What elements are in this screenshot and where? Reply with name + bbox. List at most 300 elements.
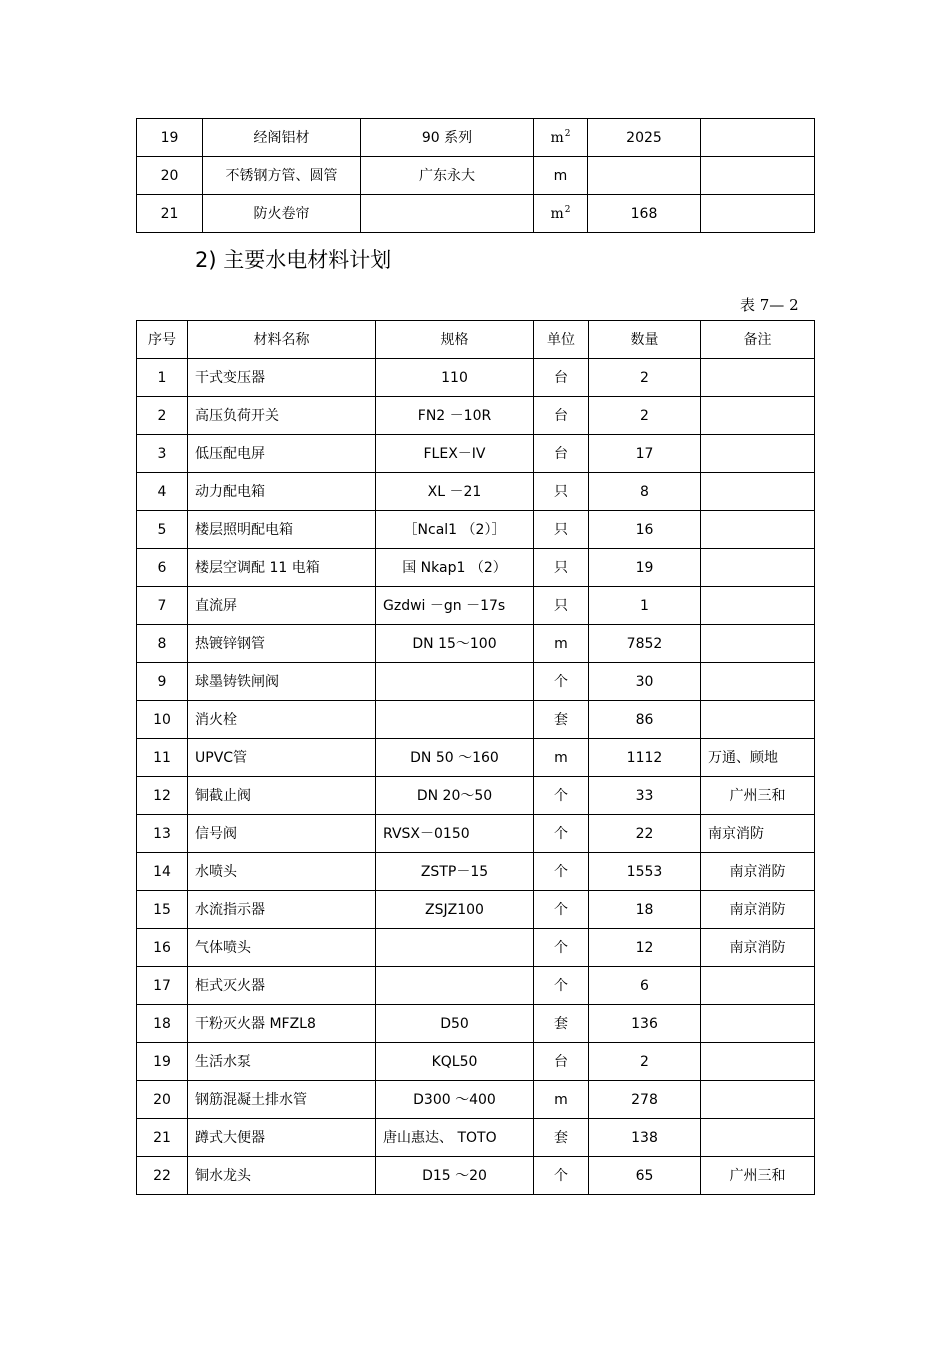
cell-name bbox=[188, 1043, 376, 1081]
table-row bbox=[137, 359, 815, 397]
cell-spec bbox=[376, 1005, 534, 1043]
cell-no-text: 1 bbox=[157, 369, 167, 386]
cell-no bbox=[137, 891, 188, 929]
cell-no bbox=[137, 1005, 188, 1043]
cell-unit bbox=[534, 1043, 589, 1081]
cell-no bbox=[137, 359, 188, 397]
cell-no-text: 15 bbox=[153, 901, 171, 918]
table-row bbox=[137, 1119, 815, 1157]
cell-note bbox=[701, 549, 815, 587]
cell-qty-text: 30 bbox=[635, 673, 654, 690]
cell-spec-text: FN2 －10R bbox=[417, 407, 492, 424]
cell-no bbox=[137, 473, 188, 511]
cell-note-text: 南京消防 bbox=[729, 863, 786, 880]
cell-no bbox=[137, 815, 188, 853]
cell-unit bbox=[534, 473, 589, 511]
cell-unit-text: m bbox=[550, 206, 564, 222]
cell-unit-text: m bbox=[554, 1091, 568, 1108]
cell-note bbox=[701, 473, 815, 511]
cell-name bbox=[188, 777, 376, 815]
table1-body bbox=[137, 119, 815, 233]
cell-name bbox=[188, 663, 376, 701]
cell-no-text: 10 bbox=[153, 711, 171, 728]
cell-unit bbox=[534, 891, 589, 929]
cell-unit bbox=[534, 195, 588, 233]
cell-qty-text: 168 bbox=[630, 205, 658, 222]
cell-name bbox=[203, 119, 361, 157]
cell-note bbox=[701, 195, 815, 233]
cell-no-text: 22 bbox=[153, 1167, 171, 1184]
cell-no-text: 7 bbox=[157, 597, 167, 614]
cell-unit-text: 个 bbox=[554, 977, 568, 994]
cell-name bbox=[188, 891, 376, 929]
cell-spec-text: 唐山惠达、 TOTO bbox=[383, 1129, 497, 1146]
cell-spec-text: RVSX－0150 bbox=[383, 825, 470, 842]
cell-spec bbox=[376, 587, 534, 625]
cell-no-text: 6 bbox=[157, 559, 167, 576]
cell-name bbox=[188, 1081, 376, 1119]
cell-qty bbox=[589, 967, 701, 1005]
cell-spec bbox=[376, 891, 534, 929]
cell-no-text: 21 bbox=[160, 205, 179, 222]
cell-unit-text: m bbox=[553, 167, 568, 184]
cell-name bbox=[188, 625, 376, 663]
cell-spec bbox=[376, 435, 534, 473]
cell-qty-text: 136 bbox=[631, 1015, 658, 1032]
cell-spec bbox=[376, 701, 534, 739]
cell-unit-text: m bbox=[554, 749, 568, 766]
cell-name-text: 钢筋混凝土排水管 bbox=[195, 1091, 307, 1108]
cell-spec bbox=[376, 397, 534, 435]
header-spec: 规格 bbox=[376, 321, 534, 359]
cell-name bbox=[203, 157, 361, 195]
table-row bbox=[137, 511, 815, 549]
cell-unit bbox=[534, 663, 589, 701]
cell-unit-text: 台 bbox=[554, 445, 568, 462]
cell-unit-text: 个 bbox=[554, 901, 568, 918]
cell-qty bbox=[589, 891, 701, 929]
cell-unit-text: 只 bbox=[554, 483, 568, 500]
table-header-row bbox=[137, 321, 815, 359]
cell-spec bbox=[376, 625, 534, 663]
section-heading: 2) 主要水电材料计划 bbox=[195, 248, 392, 272]
cell-no bbox=[137, 1119, 188, 1157]
cell-note bbox=[701, 435, 815, 473]
table-caption: 表 7— 2 bbox=[740, 296, 799, 314]
cell-no bbox=[137, 663, 188, 701]
cell-note-text: 南京消防 bbox=[729, 939, 786, 956]
cell-name-text: 高压负荷开关 bbox=[195, 407, 279, 424]
cell-name-text: 蹲式大便器 bbox=[195, 1129, 265, 1146]
cell-no bbox=[137, 1157, 188, 1195]
cell-qty bbox=[589, 587, 701, 625]
cell-qty-text: 17 bbox=[635, 445, 654, 462]
cell-note-text: 南京消防 bbox=[708, 825, 764, 842]
cell-spec bbox=[376, 1157, 534, 1195]
cell-qty-text: 86 bbox=[635, 711, 654, 728]
cell-unit bbox=[534, 815, 589, 853]
cell-unit-text: 个 bbox=[554, 825, 568, 842]
cell-name-text: 楼层空调配 11 电箱 bbox=[195, 559, 320, 576]
cell-name-text: 直流屏 bbox=[195, 597, 237, 614]
cell-note bbox=[701, 625, 815, 663]
cell-name-text: 干式变压器 bbox=[195, 369, 265, 386]
cell-spec bbox=[376, 511, 534, 549]
cell-no-text: 3 bbox=[157, 445, 167, 462]
cell-qty bbox=[589, 701, 701, 739]
unit-superscript: 2 bbox=[564, 205, 571, 215]
cell-unit-text: 个 bbox=[554, 673, 568, 690]
cell-spec-text: D300 ～400 bbox=[413, 1091, 496, 1108]
cell-no-text: 16 bbox=[153, 939, 171, 956]
cell-unit-text: 台 bbox=[554, 369, 568, 386]
cell-note bbox=[701, 1005, 815, 1043]
cell-name bbox=[188, 815, 376, 853]
cell-spec bbox=[376, 815, 534, 853]
cell-spec-text: D15 ～20 bbox=[422, 1167, 487, 1184]
cell-unit-text: 只 bbox=[554, 521, 568, 538]
cell-spec-text: DN 20～50 bbox=[416, 787, 493, 804]
cell-qty bbox=[588, 195, 701, 233]
cell-qty bbox=[589, 1081, 701, 1119]
cell-no-text: 17 bbox=[153, 977, 171, 994]
table-row bbox=[137, 587, 815, 625]
table-row bbox=[137, 435, 815, 473]
cell-name-text: 水喷头 bbox=[195, 863, 237, 880]
cell-no bbox=[137, 1081, 188, 1119]
cell-unit bbox=[534, 511, 589, 549]
table-row bbox=[137, 1043, 815, 1081]
cell-spec bbox=[376, 549, 534, 587]
cell-note bbox=[701, 587, 815, 625]
cell-qty bbox=[589, 663, 701, 701]
table-row bbox=[137, 625, 815, 663]
cell-unit bbox=[534, 157, 588, 195]
table-row bbox=[137, 967, 815, 1005]
cell-no bbox=[137, 739, 188, 777]
cell-unit bbox=[534, 853, 589, 891]
cell-note bbox=[701, 511, 815, 549]
cell-qty bbox=[589, 815, 701, 853]
cell-name bbox=[188, 511, 376, 549]
cell-name bbox=[188, 359, 376, 397]
cell-name-text: 低压配电屏 bbox=[195, 445, 265, 462]
cell-qty-text: 2 bbox=[640, 1053, 649, 1070]
cell-unit-text: 台 bbox=[554, 1053, 568, 1070]
cell-name bbox=[188, 701, 376, 739]
cell-unit bbox=[534, 1081, 589, 1119]
cell-no-text: 11 bbox=[153, 749, 171, 766]
cell-unit bbox=[534, 967, 589, 1005]
table-row bbox=[137, 119, 815, 157]
cell-qty-text: 1112 bbox=[626, 749, 663, 766]
cell-unit bbox=[534, 435, 589, 473]
cell-spec bbox=[361, 157, 534, 195]
cell-spec-text: D50 bbox=[440, 1015, 469, 1032]
cell-unit bbox=[534, 1157, 589, 1195]
cell-name bbox=[188, 739, 376, 777]
cell-spec-text: Gzdwi －gn －17s bbox=[383, 597, 506, 614]
cell-no bbox=[137, 853, 188, 891]
cell-spec bbox=[361, 195, 534, 233]
cell-name-text: 铜截止阀 bbox=[195, 787, 251, 804]
cell-no bbox=[137, 777, 188, 815]
cell-qty bbox=[589, 549, 701, 587]
cell-unit bbox=[534, 587, 589, 625]
cell-name bbox=[188, 587, 376, 625]
cell-no-text: 20 bbox=[153, 1091, 171, 1108]
cell-unit bbox=[534, 777, 589, 815]
cell-spec-text: 90 系列 bbox=[421, 129, 473, 146]
cell-qty bbox=[588, 119, 701, 157]
cell-unit-text: 个 bbox=[554, 1167, 568, 1184]
cell-note-text: 广州三和 bbox=[729, 1167, 786, 1184]
cell-unit bbox=[534, 1119, 589, 1157]
table-row bbox=[137, 853, 815, 891]
cell-qty-text: 2 bbox=[640, 369, 649, 386]
cell-qty bbox=[589, 359, 701, 397]
cell-no-text: 12 bbox=[153, 787, 171, 804]
cell-note bbox=[701, 929, 815, 967]
cell-spec-text: DN 50 ～160 bbox=[410, 749, 499, 766]
cell-name-text: 球墨铸铁闸阀 bbox=[195, 673, 279, 690]
table-row bbox=[137, 195, 815, 233]
cell-note bbox=[701, 119, 815, 157]
cell-qty-text: 8 bbox=[640, 483, 649, 500]
cell-name-text: 防火卷帘 bbox=[253, 205, 310, 222]
header-no: 序号 bbox=[137, 321, 188, 359]
cell-note bbox=[701, 157, 815, 195]
cell-spec-text: ［Ncal1 （2）］ bbox=[403, 521, 506, 538]
cell-no-text: 18 bbox=[153, 1015, 171, 1032]
cell-unit-text: 个 bbox=[554, 787, 568, 804]
cell-note bbox=[701, 853, 815, 891]
cell-no-text: 4 bbox=[157, 483, 167, 500]
cell-no bbox=[137, 195, 203, 233]
cell-name-text: 铜水龙头 bbox=[195, 1167, 251, 1184]
cell-spec-text: KQL50 bbox=[431, 1053, 478, 1070]
cell-qty bbox=[589, 853, 701, 891]
cell-qty-text: 1553 bbox=[626, 863, 663, 880]
header-name: 材料名称 bbox=[188, 321, 376, 359]
table-row bbox=[137, 739, 815, 777]
cell-qty-text: 19 bbox=[635, 559, 654, 576]
cell-unit bbox=[534, 397, 589, 435]
cell-no-text: 9 bbox=[157, 673, 167, 690]
cell-unit bbox=[534, 549, 589, 587]
cell-name bbox=[188, 549, 376, 587]
table-row bbox=[137, 663, 815, 701]
cell-unit bbox=[534, 119, 588, 157]
cell-qty-text: 1 bbox=[640, 597, 649, 614]
cell-qty-text: 16 bbox=[635, 521, 654, 538]
table-row bbox=[137, 701, 815, 739]
cell-qty-text: 138 bbox=[631, 1129, 658, 1146]
cell-spec-text: ZSJZ100 bbox=[425, 901, 484, 918]
table-row bbox=[137, 891, 815, 929]
cell-no-text: 5 bbox=[157, 521, 167, 538]
cell-spec bbox=[376, 1081, 534, 1119]
cell-name bbox=[188, 929, 376, 967]
cell-note bbox=[701, 359, 815, 397]
cell-qty bbox=[589, 929, 701, 967]
cell-qty-text: 12 bbox=[635, 939, 654, 956]
cell-spec bbox=[376, 473, 534, 511]
cell-no-text: 14 bbox=[153, 863, 171, 880]
table-row bbox=[137, 1005, 815, 1043]
cell-name-text: 动力配电箱 bbox=[195, 483, 265, 500]
cell-qty-text: 278 bbox=[631, 1091, 658, 1108]
cell-spec bbox=[376, 739, 534, 777]
cell-note bbox=[701, 397, 815, 435]
cell-note-text: 南京消防 bbox=[729, 901, 786, 918]
cell-note bbox=[701, 663, 815, 701]
cell-spec-text: DN 15～100 bbox=[412, 635, 497, 652]
cell-unit-text: 套 bbox=[554, 711, 568, 728]
cell-name-text: 气体喷头 bbox=[195, 939, 251, 956]
cell-unit bbox=[534, 359, 589, 397]
cell-unit-text: 套 bbox=[554, 1129, 568, 1146]
cell-name-text: UPVC管 bbox=[195, 749, 248, 766]
cell-qty-text: 22 bbox=[635, 825, 654, 842]
cell-no bbox=[137, 625, 188, 663]
cell-qty bbox=[589, 1119, 701, 1157]
cell-no bbox=[137, 157, 203, 195]
cell-note-text: 万通、顾地 bbox=[708, 749, 778, 766]
cell-no bbox=[137, 967, 188, 1005]
cell-unit-text: 个 bbox=[554, 863, 568, 880]
cell-unit bbox=[534, 929, 589, 967]
cell-name bbox=[188, 473, 376, 511]
cell-name bbox=[188, 967, 376, 1005]
cell-spec-text: 广东永大 bbox=[419, 167, 475, 184]
cell-unit-text: 个 bbox=[554, 939, 568, 956]
cell-name-text: 柜式灭火器 bbox=[195, 977, 265, 994]
cell-no-text: 20 bbox=[160, 167, 179, 184]
cell-unit-text: m bbox=[554, 635, 568, 652]
cell-spec bbox=[376, 967, 534, 1005]
cell-qty bbox=[589, 473, 701, 511]
cell-unit-text: m bbox=[550, 130, 564, 146]
table-row bbox=[137, 777, 815, 815]
cell-unit-text: 台 bbox=[554, 407, 568, 424]
cell-note bbox=[701, 1043, 815, 1081]
cell-qty bbox=[589, 1157, 701, 1195]
cell-no bbox=[137, 549, 188, 587]
cell-unit bbox=[534, 701, 589, 739]
table2-body bbox=[137, 359, 815, 1195]
cell-no bbox=[137, 435, 188, 473]
cell-qty bbox=[589, 625, 701, 663]
cell-no bbox=[137, 929, 188, 967]
table-row bbox=[137, 1157, 815, 1195]
table-row bbox=[137, 397, 815, 435]
cell-name-text: 经阁铝材 bbox=[253, 129, 310, 146]
cell-unit-text: 只 bbox=[554, 597, 568, 614]
cell-qty bbox=[589, 511, 701, 549]
cell-name bbox=[188, 1157, 376, 1195]
header-note: 备注 bbox=[701, 321, 815, 359]
cell-qty bbox=[589, 739, 701, 777]
cell-no bbox=[137, 1043, 188, 1081]
cell-name-text: 消火栓 bbox=[195, 711, 237, 728]
cell-note bbox=[701, 1081, 815, 1119]
cell-qty bbox=[589, 777, 701, 815]
cell-no-text: 21 bbox=[153, 1129, 171, 1146]
cell-name bbox=[188, 435, 376, 473]
cell-spec-text: XL －21 bbox=[427, 483, 482, 500]
cell-qty bbox=[589, 1043, 701, 1081]
cell-note-text: 广州三和 bbox=[729, 787, 786, 804]
unit-superscript: 2 bbox=[564, 129, 571, 139]
cell-name bbox=[188, 397, 376, 435]
cell-qty bbox=[588, 157, 701, 195]
cell-qty bbox=[589, 1005, 701, 1043]
cell-spec bbox=[376, 663, 534, 701]
cell-unit bbox=[534, 625, 589, 663]
cell-qty-text: 18 bbox=[635, 901, 654, 918]
cell-spec bbox=[376, 359, 534, 397]
cell-spec bbox=[376, 777, 534, 815]
cell-no bbox=[137, 587, 188, 625]
cell-qty bbox=[589, 397, 701, 435]
cell-qty-text: 7852 bbox=[626, 635, 663, 652]
cell-note bbox=[701, 815, 815, 853]
cell-unit bbox=[534, 1005, 589, 1043]
cell-note bbox=[701, 739, 815, 777]
cell-qty-text: 6 bbox=[640, 977, 649, 994]
cell-qty-text: 2025 bbox=[626, 129, 662, 146]
cell-spec bbox=[376, 1119, 534, 1157]
cell-name bbox=[203, 195, 361, 233]
cell-spec bbox=[376, 929, 534, 967]
cell-no bbox=[137, 701, 188, 739]
table-row bbox=[137, 473, 815, 511]
cell-spec-text: FLEX－IV bbox=[423, 445, 486, 462]
cell-no-text: 19 bbox=[160, 129, 179, 146]
cell-note bbox=[701, 891, 815, 929]
cell-no-text: 19 bbox=[153, 1053, 171, 1070]
cell-name-text: 水流指示器 bbox=[195, 901, 265, 918]
cell-no-text: 13 bbox=[153, 825, 171, 842]
materials-table-continued bbox=[136, 118, 815, 233]
cell-no bbox=[137, 119, 203, 157]
cell-qty-text: 2 bbox=[640, 407, 649, 424]
cell-note bbox=[701, 777, 815, 815]
cell-no-text: 2 bbox=[157, 407, 167, 424]
cell-qty-text: 33 bbox=[635, 787, 654, 804]
cell-name bbox=[188, 853, 376, 891]
table-row bbox=[137, 549, 815, 587]
cell-spec-text: 国 Nkap1 （2） bbox=[402, 559, 507, 576]
cell-name-text: 不锈钢方管、圆管 bbox=[225, 167, 338, 184]
table-row bbox=[137, 1081, 815, 1119]
cell-note bbox=[701, 967, 815, 1005]
cell-spec-text: 110 bbox=[441, 369, 468, 386]
cell-no bbox=[137, 511, 188, 549]
cell-spec-text: ZSTP－15 bbox=[420, 863, 489, 880]
cell-note bbox=[701, 1157, 815, 1195]
cell-qty bbox=[589, 435, 701, 473]
cell-name-text: 干粉灭火器 MFZL8 bbox=[195, 1015, 316, 1032]
cell-unit-text: 只 bbox=[554, 559, 568, 576]
cell-name-text: 信号阀 bbox=[195, 825, 237, 842]
cell-note bbox=[701, 1119, 815, 1157]
cell-name-text: 楼层照明配电箱 bbox=[195, 521, 293, 538]
cell-qty-text: 65 bbox=[635, 1167, 654, 1184]
plumbing-electrical-materials-table bbox=[136, 320, 815, 1195]
table-row bbox=[137, 815, 815, 853]
